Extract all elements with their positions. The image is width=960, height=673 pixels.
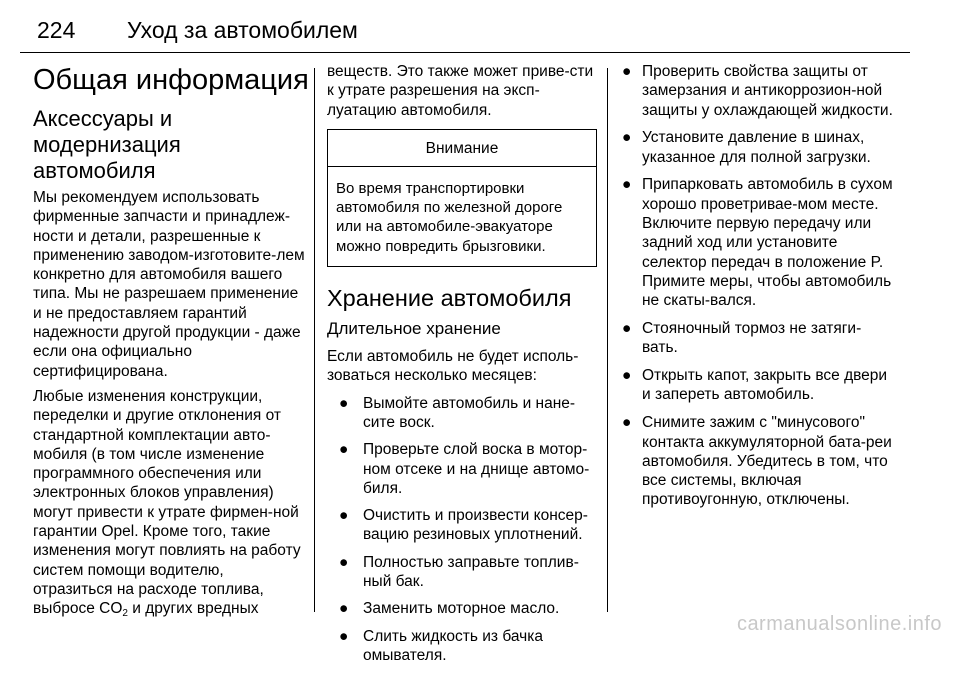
subsection-title-accessories: Аксессуары и модернизация автомобиля bbox=[33, 106, 181, 183]
list-item: ● Вымойте автомобиль и нане-сите воск. bbox=[339, 394, 576, 431]
running-title: Уход за автомобилем bbox=[127, 17, 358, 43]
bullet-icon: ● bbox=[622, 129, 632, 147]
subsection-title-long-term: Длительное хранение bbox=[327, 319, 501, 339]
warning-box bbox=[327, 129, 597, 267]
list-item: ● Заменить моторное масло. bbox=[339, 600, 560, 618]
bullet-icon: ● bbox=[339, 627, 349, 645]
list-item: ● Стояночный тормоз не затяги-вать. bbox=[622, 320, 862, 357]
warning-text: Во время транспортировки автомобиля по железной дороге или на автомобиле-эвакуаторе можно повредить брызговики. bbox=[336, 179, 563, 255]
list-item: ● Очистить и произвести консер-вацию резиновых уплотнений. bbox=[339, 507, 588, 544]
column-middle bbox=[327, 62, 597, 673]
bullet-icon: ● bbox=[622, 63, 632, 80]
bullet-icon: ● bbox=[339, 600, 349, 618]
list-item: ● Открыть капот, закрыть все двери и запереть автомобиль. bbox=[622, 367, 888, 404]
paragraph-continuation: веществ. Это также может приве-сти к утрате разрешения на эксп-луатацию автомобиля. bbox=[327, 63, 594, 119]
page-number: 224 bbox=[37, 17, 76, 43]
storage-steps-list-continued bbox=[621, 62, 893, 510]
section-title-storage: Хранение автомобиля bbox=[327, 285, 572, 312]
list-item: ● Припарковать автомобиль в сухом хорошо проветривае-мом месте. Включите первую передачу или задний ход или установите селектор передач в положение P. Примите меры, чтобы автомобиль не скаты-вался. bbox=[622, 176, 893, 310]
bullet-icon: ● bbox=[622, 320, 632, 338]
bullet-icon: ● bbox=[339, 553, 349, 571]
warning-title: Внимание bbox=[328, 130, 596, 167]
bullet-icon: ● bbox=[622, 414, 632, 432]
section-title-general-info: Общая информация bbox=[33, 64, 309, 96]
bullet-icon: ● bbox=[622, 176, 632, 194]
bullet-icon: ● bbox=[339, 394, 349, 412]
list-item: ● Снимите зажим с "минусового" контакта аккумуляторной бата-реи автомобиля. Убедитесь в том, что все системы, включая противоугонную, отключены. bbox=[622, 414, 892, 509]
bullet-icon: ● bbox=[339, 507, 349, 525]
watermark: carmanualsonline.info bbox=[736, 613, 942, 635]
column-right bbox=[621, 62, 893, 518]
list-item: ● Установите давление в шинах, указанное для полной загрузки. bbox=[622, 129, 871, 166]
bullet-icon: ● bbox=[622, 367, 632, 385]
bullet-icon: ● bbox=[339, 441, 349, 459]
list-item: ● Полностью заправьте топлив-ный бак. bbox=[339, 553, 579, 591]
column-divider-right bbox=[607, 68, 608, 612]
paragraph-recommendation: Мы рекомендуем использовать фирменные запчасти и принадлеж-ности и детали, разрешенные к применению заводом-изготовите-лем конкретно для автомобиля вашего типа. Мы не разрешаем применение и не предоставляем гарантий надежности другой продукции - даже если она официально сертифицирована. bbox=[33, 189, 305, 380]
list-item: ● Слить жидкость из бачка омывателя. bbox=[339, 627, 543, 664]
column-divider-left bbox=[314, 68, 315, 612]
column-left bbox=[33, 60, 309, 624]
list-item: ● Проверьте слой воска в мотор-ном отсеке и на днище автомо-биля. bbox=[339, 441, 590, 497]
storage-steps-list bbox=[327, 394, 597, 666]
page-header bbox=[20, 12, 910, 53]
paragraph-modifications: Любые изменения конструкции, переделки и другие отклонения от стандартной комплектации авто-мобиля (в том числе изменение программного обеспечения или электронных блоков управления) могут привести к утрате фирмен-ной гарантии Opel. Кроме того, такие изменения могут повлиять на работу систем помощи водителю, отразиться на расходе топлива, выбросе $CO_2$ и других вредных bbox=[33, 387, 301, 620]
paragraph-storage-intro: Если автомобиль не будет исполь-зоваться несколько месяцев: bbox=[327, 348, 579, 385]
list-item: ● Проверить свойства защиты от замерзания и антикоррозион-ной защиты у охлаждающей жидкости. bbox=[622, 63, 893, 119]
